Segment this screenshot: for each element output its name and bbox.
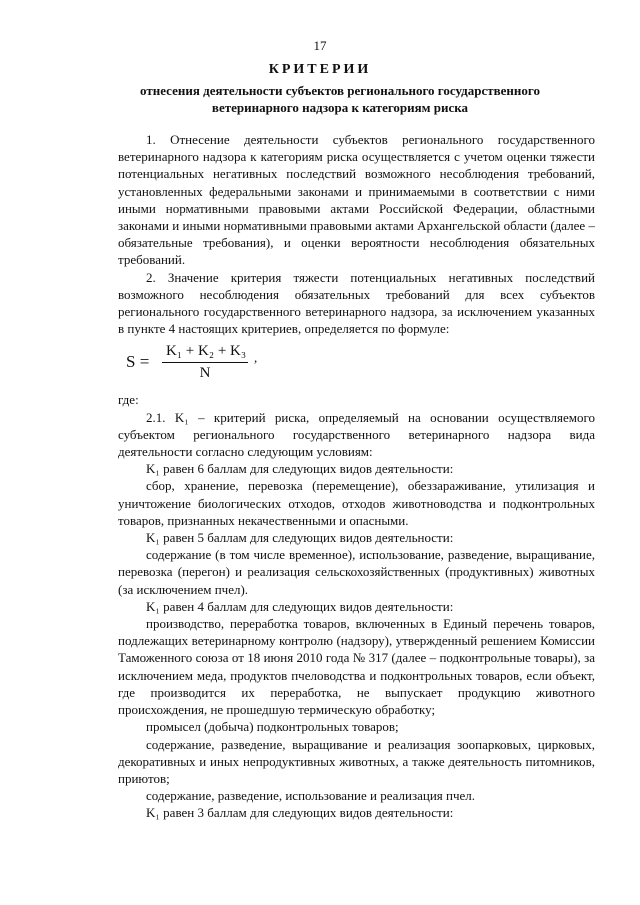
severity-formula [126, 343, 595, 389]
document-title: КРИТЕРИИ [268, 62, 372, 77]
formula-lhs: S [126, 352, 136, 372]
formula-equals: = [139, 352, 150, 372]
paragraph-2: 2. Значение критерия тяжести потенциальных негативных последствий возможного несоблюдения обязательных требований для всех субъектов регионального государственного ветеринарного надзора, за исключением указанных в пункте 4 настоящих критериев, определяется по формуле: [118, 269, 595, 337]
paragraph-14: K₁ равен 3 баллам для следующих видов деятельности: [146, 805, 454, 821]
document-body [118, 131, 595, 822]
paragraph-1: 1. Отнесение деятельности субъектов регионального государственного ветеринарного надзора к категориям риска осуществляется с учетом оценки тяжести потенциальных негативных последствий возможного несоблюдения требований, установленных федеральными законами и принимаемыми в соответствии с ними иными нормативными правовыми актами Российской Федерации, областными законами и иными нормативными правовыми актами Архангельской области (далее – обязательные требования), и оценки вероятности несоблюдения обязательных требований. [118, 132, 595, 268]
paragraph-9: K₁ равен 4 баллам для следующих видов деятельности: [146, 598, 454, 614]
paragraph-5: K₁ равен 6 баллам для следующих видов деятельности: [146, 461, 454, 477]
paragraph-8: содержание (в том числе временное), использование, разведение, выращивание, перевозка (перегон) и реализация сельскохозяйственных (продуктивных) животных (за исключением пчел). [118, 547, 595, 597]
paragraph-3: где: [118, 392, 139, 408]
formula-trail: , [254, 350, 258, 366]
paragraph-12: содержание, разведение, выращивание и реализация зоопарковых, цирковых, декоративных и иных непродуктивных животных, а также деятельность питомников, приютов; [118, 736, 595, 786]
page-number: 17 [313, 38, 327, 53]
formula-fraction [162, 343, 248, 381]
criteria-list [118, 391, 595, 821]
paragraph-6: сбор, хранение, перевозка (перемещение), обеззараживание, утилизация и уничтожение биологических отходов, отходов животноводства и подконтрольных товаров, признанных некачественными и опасными. [118, 478, 595, 528]
paragraph-13: содержание, разведение, использование и реализация пчел. [146, 788, 476, 804]
formula-denominator: N [199, 364, 211, 381]
paragraph-7: K₁ равен 5 баллам для следующих видов деятельности: [146, 530, 454, 546]
document-subtitle: отнесения деятельности субъектов регионального государственного ветеринарного надзора к категориям риска [140, 83, 540, 115]
paragraph-10: производство, переработка товаров, включенных в Единый перечень товаров, подлежащих ветеринарному контролю (надзору), утвержденный решением Комиссии Таможенного союза от 18 июня 2010 года № 317 (далее – подконтрольные товары), за исключением меда, продуктов пчеловодства и подконтрольных товаров, если объект, где производится их переработка, не выпускает продукцию животного происхождения, не прошедшую термическую обработку; [118, 616, 595, 718]
paragraph-4: 2.1. K₁ – критерий риска, определяемый на основании осуществляемого субъектом регионального государственного ветеринарного надзора вида деятельности согласно следующим условиям: [118, 409, 595, 460]
formula-numerator: K₁ + K₂ + K₃ [162, 343, 248, 362]
paragraph-11: промысел (добыча) подконтрольных товаров; [146, 719, 399, 735]
